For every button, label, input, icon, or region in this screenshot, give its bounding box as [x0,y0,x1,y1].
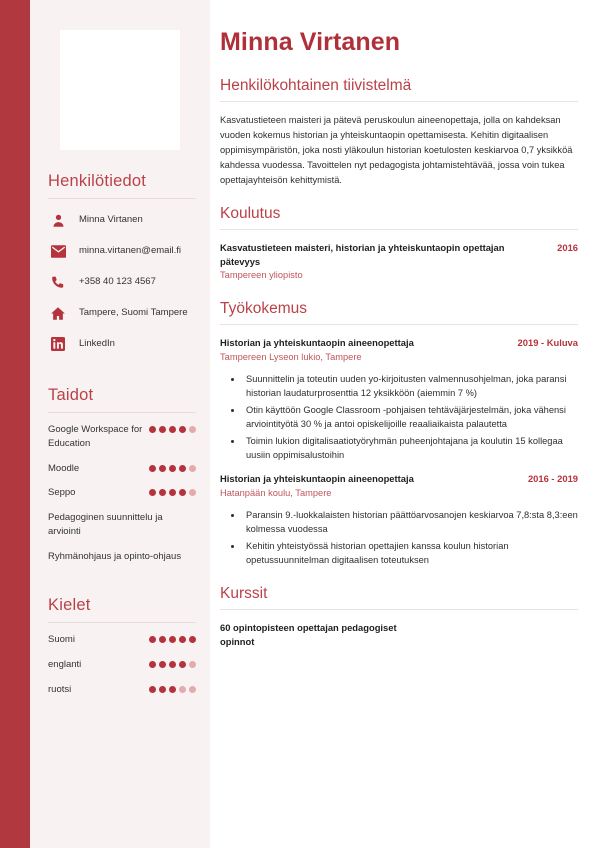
entry-subtitle: Hatanpään koulu, Tampere [220,488,332,499]
language-label: englanti [48,659,82,671]
divider [48,622,196,623]
skill-label: Google Workspace for Education [48,424,143,449]
skill-item [48,486,196,500]
rating-dot [189,426,196,433]
divider [220,229,578,230]
phone-icon [48,273,68,291]
main-content [210,0,600,848]
rating-dot [179,489,186,496]
divider [48,412,196,413]
rating-dot [189,636,196,643]
envelope-icon [48,242,68,260]
page-title: Minna Virtanen [220,28,401,56]
accent-stripe [0,0,30,848]
languages-list [48,633,196,696]
bullet-item: • Kehitin yhteistyössä historian opettajien kanssa koulun historian opetussuunnitelman digitaalisen toteutuksen [243,539,578,568]
skill-rating-dots [149,462,196,472]
skill-rating-dots [149,423,196,433]
contact-item-name[interactable] [48,209,196,231]
rating-dot [169,661,176,668]
skill-label: Seppo [48,487,76,499]
entry-date: 2016 - 2019 [527,473,578,485]
skill-label: Ryhmänohjaus ja opinto-ohjaus [48,550,182,562]
languages-heading: Kielet [48,596,91,615]
entry-subtitle: Tampereen Lyseon lukio, Tampere [220,352,362,363]
divider [220,324,578,325]
rating-dot [169,426,176,433]
language-item [48,633,196,647]
language-item [48,658,196,672]
divider [48,198,196,199]
entry-bullet-list [220,372,578,462]
contact-item-location[interactable] [48,302,196,324]
profile-photo-placeholder [60,30,180,150]
skill-item [48,462,196,476]
rating-dot [149,686,156,693]
rating-dot [159,489,166,496]
language-rating-dots [149,633,196,643]
experience-entry [220,336,578,462]
personal-details-section [30,150,210,355]
divider [220,609,578,610]
entry-date: 2016 [557,242,578,254]
skills-heading: Taidot [48,386,94,404]
contact-item-linkedin[interactable] [48,333,196,355]
contact-list [48,209,196,355]
skill-item [48,423,196,451]
linkedin-icon [48,335,68,353]
entry-subtitle: Tampereen yliopisto [220,270,303,281]
entry-title: Kasvatustieteen maisteri, historian ja yhteiskuntaopin opettajan pätevyys [220,242,505,267]
rating-dot [159,465,166,472]
contact-item-phone[interactable] [48,271,196,293]
summary-section [220,77,578,188]
entry-title: Historian ja yhteiskuntaopin aineenopettaja [220,337,414,349]
personal-details-heading: Henkilötiedot [48,172,146,190]
entry-header [220,336,578,350]
bullet-item: • Toimin lukion digitalisaatiotyöryhmän puheenjohtajana ja koulutin 15 kollegaa uusiin oppimisalustoihin [243,434,578,463]
entry-date: 2019 - Kuluva [517,337,578,349]
entry-header [220,472,578,486]
education-entry [220,241,578,283]
rating-dot [179,426,186,433]
skill-label: Pedagoginen suunnittelu ja arviointi [48,512,163,537]
rating-dot [189,465,196,472]
skill-rating-dots [149,486,196,496]
contact-item-text: +358 40 123 4567 [79,275,156,287]
contact-item-text: LinkedIn [79,337,115,349]
languages-section [30,574,210,696]
rating-dot [179,636,186,643]
entry-header [220,241,578,268]
rating-dot [179,686,186,693]
skills-section [30,364,210,563]
language-label: ruotsi [48,683,72,695]
rating-dot [189,661,196,668]
course-title: 60 opintopisteen opettajan pedagogiset opinnot [220,621,397,647]
bullet-item: • Otin käyttöön Google Classroom -pohjaisen tehtäväjärjestelmän, joka vähensi arviointityötä 30 % ja antoi opiskelijoille reaaliaikaista palautetta [243,403,578,432]
rating-dot [169,686,176,693]
person-icon [48,211,68,229]
rating-dot [159,636,166,643]
home-icon [48,304,68,322]
sidebar [30,0,210,848]
rating-dot [149,636,156,643]
experience-entry [220,472,578,567]
rating-dot [149,426,156,433]
rating-dot [159,686,166,693]
language-label: Suomi [48,634,75,646]
contact-item-text: Tampere, Suomi Tampere [79,306,188,318]
experience-section [220,300,578,567]
photo-container [30,0,210,150]
rating-dot [159,426,166,433]
skill-label: Moodle [48,462,80,474]
rating-dot [169,636,176,643]
courses-section [220,585,578,649]
bullet-item: • Suunnittelin ja toteutin uuden yo-kirjoitusten valmennusohjelman, joka paransi historian laudaturprosenttia 12 yksikköön (aiemmin 7 %) [243,372,578,401]
experience-heading: Työkokemus [220,300,308,318]
rating-dot [149,489,156,496]
rating-dot [179,465,186,472]
contact-item-email[interactable] [48,240,196,262]
rating-dot [179,661,186,668]
summary-text: Kasvatustieteen maisteri ja pätevä peruskoulun aineenopettaja, jolla on kahdeksan vuoden kokemus historian ja yhteiskuntaopin opettamisesta. Kehitin digitaalisen oppimisympäristön, joka nosti yläkoulun historian koetulosten keskiarvoa 0,7 yksikköä kahdessa vuodessa. Tavoittelen nyt pedagogista johtamistehtävää, jossa voin tukea opettajayhteisön kehittymistä. [220,115,573,186]
entry-bullet-list [220,508,578,568]
rating-dot [149,661,156,668]
education-heading: Koulutus [220,205,281,223]
rating-dot [159,661,166,668]
rating-dot [169,489,176,496]
contact-item-text: minna.virtanen@email.fi [79,244,182,256]
divider [220,101,578,102]
skill-item [48,511,196,539]
skill-item [48,550,196,564]
rating-dot [169,465,176,472]
bullet-item: • Paransin 9.-luokkalaisten historian päättöarvosanojen keskiarvoa 7,8:sta 8,3:een kolmessa vuodessa [243,508,578,537]
rating-dot [149,465,156,472]
language-rating-dots [149,658,196,668]
skills-list [48,423,196,563]
rating-dot [189,686,196,693]
summary-heading: Henkilökohtainen tiivistelmä [220,77,412,94]
language-item [48,683,196,697]
language-rating-dots [149,683,196,693]
rating-dot [189,489,196,496]
entry-title: Historian ja yhteiskuntaopin aineenopettaja [220,473,414,485]
contact-item-text: Minna Virtanen [79,213,143,225]
courses-heading: Kurssit [220,584,268,602]
education-section [220,205,578,283]
